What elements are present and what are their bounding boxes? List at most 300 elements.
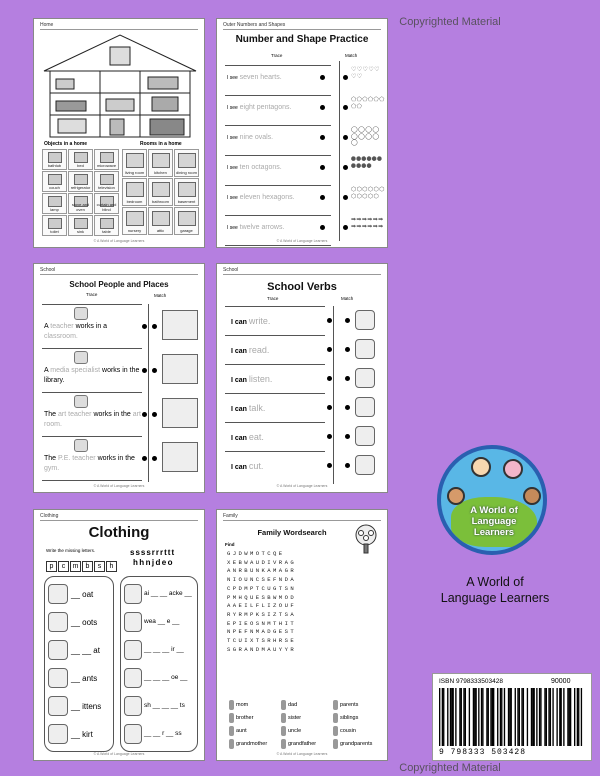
verb-sentence bbox=[231, 403, 265, 413]
barcode-bar bbox=[492, 688, 493, 746]
numshape-header: Outer Numbers and Shapes bbox=[223, 22, 286, 28]
barcode-bar bbox=[453, 688, 454, 746]
barcode-bar bbox=[556, 688, 557, 746]
watermark-top: Copyrighted Material bbox=[399, 16, 501, 28]
barcode-bar bbox=[451, 688, 452, 746]
barcode-bar bbox=[474, 688, 475, 746]
price-code: 90000 bbox=[551, 678, 571, 685]
wordsearch-row: AAEILFLIZOUF bbox=[227, 602, 297, 610]
trace-text: seven hearts. bbox=[239, 74, 282, 81]
room-picture bbox=[152, 153, 170, 168]
match-dot-right[interactable] bbox=[343, 195, 348, 200]
match-dot-right[interactable] bbox=[345, 347, 350, 352]
barcode-box bbox=[432, 673, 592, 761]
trace-verb: write. bbox=[248, 316, 271, 326]
family-member-icon bbox=[281, 700, 286, 710]
room-card bbox=[174, 207, 199, 235]
match-dot-right[interactable] bbox=[343, 105, 348, 110]
barcode-bar bbox=[493, 688, 494, 746]
clothing-blank-word[interactable]: __ oat bbox=[71, 590, 94, 599]
numshape-footer: © A World of Language Learners bbox=[276, 239, 328, 243]
object-card bbox=[94, 193, 119, 214]
letter-tile: m bbox=[70, 561, 81, 572]
clothing-blank-word[interactable]: __ __ __ ir __ bbox=[144, 646, 184, 653]
match-dot-left[interactable] bbox=[320, 135, 325, 140]
clothing-instruction: Write the missing letters. bbox=[46, 548, 96, 553]
object-label: sink bbox=[76, 229, 85, 234]
sentence-prefix: I see bbox=[227, 195, 238, 201]
match-dot-left[interactable] bbox=[320, 75, 325, 80]
object-label: television bbox=[98, 185, 115, 190]
letter-bank-c bbox=[133, 558, 174, 567]
numshape-sentence bbox=[227, 223, 327, 233]
family-word: mom bbox=[236, 702, 249, 708]
barcode-bar bbox=[447, 688, 448, 746]
clothing-blank-word[interactable]: __ __ __ oe __ bbox=[144, 674, 188, 681]
object-label: table bbox=[102, 229, 111, 234]
barcode-bar bbox=[450, 688, 451, 746]
room-card bbox=[174, 178, 199, 206]
match-dot-left[interactable] bbox=[327, 376, 332, 381]
wordsearch-row: GJDWMOTCQE bbox=[227, 550, 285, 557]
family-member-icon bbox=[333, 739, 338, 749]
match-dot-right[interactable] bbox=[345, 318, 350, 323]
object-picture bbox=[100, 218, 114, 229]
trace-text: twelve arrows. bbox=[239, 224, 285, 231]
barcode-bar bbox=[519, 688, 520, 746]
brand-logo bbox=[437, 445, 547, 555]
clothing-picture bbox=[48, 584, 68, 604]
barcode-bar bbox=[548, 688, 549, 746]
home-footer: © A World of Language Learners bbox=[93, 239, 145, 243]
clothing-picture bbox=[48, 640, 68, 660]
match-dot-left[interactable] bbox=[142, 412, 147, 417]
person-picture bbox=[74, 351, 88, 364]
barcode-bar bbox=[486, 688, 487, 746]
letter-tile: h bbox=[106, 561, 117, 572]
verb-sentence bbox=[231, 345, 269, 355]
room-label: basement bbox=[177, 199, 196, 204]
clothing-blank-word[interactable]: __ ittens bbox=[71, 702, 102, 711]
room-picture bbox=[152, 211, 170, 226]
match-dot-right[interactable] bbox=[343, 135, 348, 140]
trace-role: teacher bbox=[50, 323, 74, 330]
clothing-picture bbox=[124, 668, 142, 688]
match-dot-right[interactable] bbox=[152, 456, 157, 461]
letter-tile: p bbox=[46, 561, 57, 572]
clothing-picture bbox=[124, 640, 142, 660]
family-word: siblings bbox=[340, 715, 359, 721]
barcode-bar bbox=[567, 688, 568, 746]
place-picture bbox=[162, 310, 198, 340]
people-sentence bbox=[44, 410, 142, 430]
place-picture bbox=[162, 398, 198, 428]
clothing-picture bbox=[124, 724, 142, 744]
clothing-picture bbox=[48, 612, 68, 632]
brand-name-line2: Language Learners bbox=[440, 591, 550, 605]
object-card bbox=[94, 171, 119, 192]
object-card bbox=[94, 215, 119, 236]
numshape-divider bbox=[339, 61, 340, 241]
verbs-title: School Verbs bbox=[267, 281, 337, 293]
object-picture bbox=[48, 174, 62, 185]
match-dot-left[interactable] bbox=[142, 324, 147, 329]
people-footer: © A World of Language Learners bbox=[93, 484, 145, 488]
room-label: nursery bbox=[127, 228, 142, 233]
room-label: living room bbox=[124, 170, 145, 175]
trace-place: gym. bbox=[44, 465, 60, 472]
room-card bbox=[148, 178, 173, 206]
match-dot-left[interactable] bbox=[142, 368, 147, 373]
match-dot-right[interactable] bbox=[345, 434, 350, 439]
barcode-bar bbox=[504, 688, 505, 746]
letter-bank-b bbox=[130, 548, 175, 557]
match-dot-left[interactable] bbox=[320, 105, 325, 110]
object-picture bbox=[48, 152, 62, 163]
barcode-bar bbox=[527, 688, 528, 746]
numshape-page bbox=[216, 18, 388, 248]
match-dot-right[interactable] bbox=[345, 376, 350, 381]
shape-set: ♡♡♡♡♡♡♡ bbox=[351, 67, 380, 80]
barcode-bar bbox=[578, 688, 579, 746]
wordsearch-row: SGRANDMAUYYR bbox=[227, 645, 297, 653]
object-card bbox=[42, 193, 67, 214]
match-dot-left[interactable] bbox=[327, 347, 332, 352]
letter-tile: s bbox=[94, 561, 105, 572]
room-card bbox=[122, 178, 147, 206]
match-dot-right[interactable] bbox=[343, 225, 348, 230]
family-member-icon bbox=[333, 713, 338, 723]
barcode-bar bbox=[442, 688, 443, 746]
sentence-prefix: I can bbox=[231, 435, 247, 442]
people-title: School People and Places bbox=[69, 280, 169, 289]
object-card bbox=[68, 149, 93, 170]
barcode-bar bbox=[501, 688, 502, 746]
clothing-footer: © A World of Language Learners bbox=[93, 752, 145, 756]
sentence-prefix: I see bbox=[227, 105, 238, 111]
barcode-bar bbox=[459, 688, 460, 746]
clothing-blank-word[interactable]: __ __ r __ ss bbox=[144, 730, 182, 737]
verb-picture bbox=[355, 339, 375, 359]
room-card bbox=[122, 207, 147, 235]
verb-sentence bbox=[231, 432, 264, 442]
match-dot-left[interactable] bbox=[327, 318, 332, 323]
object-label: refrigerator bbox=[70, 185, 91, 190]
barcode-bar bbox=[550, 688, 551, 746]
wordsearch-row: PMHQUESBWMOD bbox=[227, 593, 297, 601]
trace-place: classroom. bbox=[44, 333, 78, 340]
room-picture bbox=[126, 211, 144, 226]
match-dot-right[interactable] bbox=[152, 324, 157, 329]
clothing-picture bbox=[48, 696, 68, 716]
wordsearch-row: CPDMPTCUGTSN bbox=[227, 584, 297, 592]
barcode-bar bbox=[439, 688, 440, 746]
logo-child-1 bbox=[471, 457, 491, 477]
trace-verb: read. bbox=[248, 345, 270, 355]
person-picture bbox=[74, 439, 88, 452]
room-picture bbox=[178, 153, 196, 168]
match-dot-right[interactable] bbox=[343, 165, 348, 170]
object-label: bathtub bbox=[47, 163, 62, 168]
barcode-bar bbox=[569, 688, 570, 746]
logo-child-3 bbox=[447, 487, 465, 505]
match-dot-right[interactable] bbox=[345, 463, 350, 468]
object-label: lamp bbox=[50, 207, 59, 212]
trace-text: nine ovals. bbox=[239, 134, 274, 141]
object-picture bbox=[74, 218, 88, 229]
numshape-sentence bbox=[227, 133, 327, 143]
barcode-bar bbox=[517, 688, 518, 746]
barcode-bar bbox=[500, 688, 501, 746]
object-picture bbox=[74, 152, 88, 163]
clothing-blank-word[interactable]: __ kirt bbox=[71, 730, 93, 739]
family-word: grandmother bbox=[236, 741, 268, 747]
people-sentence bbox=[44, 366, 142, 386]
object-card bbox=[68, 171, 93, 192]
letter-row-b: ssssrrrttt bbox=[130, 548, 176, 557]
barcode-bar bbox=[574, 688, 575, 746]
person-picture bbox=[74, 307, 88, 320]
watermark-bottom: Copyrighted Material bbox=[399, 762, 501, 774]
rooms-title: Rooms in a home bbox=[140, 141, 182, 147]
clothing-picture bbox=[124, 696, 142, 716]
clothing-blank-word[interactable]: wea __ e __ bbox=[144, 618, 180, 625]
family-member-icon bbox=[229, 726, 234, 736]
people-trace-label: Trace bbox=[86, 292, 98, 297]
room-label: kitchen bbox=[154, 170, 167, 175]
person-picture bbox=[74, 395, 88, 408]
room-card bbox=[122, 149, 147, 177]
object-picture bbox=[74, 174, 88, 185]
barcode-bar bbox=[563, 688, 564, 746]
wordsearch-row: ANRBUNKAMAGR bbox=[227, 567, 297, 575]
barcode-bar bbox=[509, 688, 510, 746]
sentence-start: A bbox=[44, 323, 49, 330]
logo-child-4 bbox=[523, 487, 541, 505]
sentence-prefix: I can bbox=[231, 319, 247, 326]
room-label: attic bbox=[156, 228, 165, 233]
clothing-blank-word[interactable]: __ ants bbox=[71, 674, 98, 683]
match-dot-right[interactable] bbox=[343, 75, 348, 80]
numshape-trace-label: Trace bbox=[271, 53, 283, 58]
barcode-bar bbox=[490, 688, 491, 746]
object-card bbox=[94, 149, 119, 170]
verbs-footer: © A World of Language Learners bbox=[276, 484, 328, 488]
family-title: Family Wordsearch bbox=[257, 528, 327, 537]
clothing-title: Clothing bbox=[88, 524, 150, 541]
family-header: Family bbox=[223, 513, 238, 519]
shape-set: ⬠⬠⬠⬠⬠⬠⬠⬠ bbox=[351, 97, 385, 110]
barcode-bar bbox=[461, 688, 462, 746]
barcode-bar bbox=[531, 688, 532, 746]
trace-role: P.E. teacher bbox=[58, 455, 96, 462]
people-divider bbox=[148, 304, 149, 482]
barcode-bar bbox=[515, 688, 516, 746]
barcode-bar bbox=[561, 688, 562, 746]
object-picture bbox=[100, 174, 114, 185]
barcode-bar bbox=[540, 688, 541, 746]
family-member-icon bbox=[281, 726, 286, 736]
people-match-label: Match bbox=[154, 293, 167, 298]
barcode-bar bbox=[546, 688, 547, 746]
family-member-icon bbox=[281, 713, 286, 723]
barcode-bar bbox=[497, 688, 498, 746]
room-label: bathroom bbox=[152, 199, 169, 204]
room-card bbox=[148, 207, 173, 235]
room-label: dining room bbox=[176, 170, 197, 175]
verbs-header: School bbox=[223, 267, 239, 273]
match-dot-left[interactable] bbox=[327, 434, 332, 439]
clothing-blank-word[interactable]: __ __ at bbox=[71, 646, 100, 655]
numshape-title: Number and Shape Practice bbox=[235, 34, 369, 45]
verbs-divider bbox=[333, 306, 334, 484]
sentence-prefix: I see bbox=[227, 225, 238, 231]
family-word: dad bbox=[288, 702, 298, 708]
trace-verb: eat. bbox=[248, 432, 264, 442]
family-footer: © A World of Language Learners bbox=[276, 752, 328, 756]
family-word: parents bbox=[340, 702, 359, 708]
trace-verb: talk. bbox=[248, 403, 266, 413]
sentence-prefix: I can bbox=[231, 377, 247, 384]
clothing-picture bbox=[124, 612, 142, 632]
room-label: garage bbox=[180, 228, 193, 233]
clothing-blank-word[interactable]: ai __ __ acke __ bbox=[144, 590, 192, 597]
match-dot-right[interactable] bbox=[152, 368, 157, 373]
barcode-bar bbox=[475, 688, 476, 746]
sentence-start: A bbox=[44, 367, 49, 374]
barcode-bar bbox=[539, 688, 540, 746]
family-tree-icon bbox=[351, 524, 381, 554]
shape-set: ◯◯◯◯◯◯◯◯◯ bbox=[351, 127, 380, 146]
barcode-bar bbox=[463, 688, 464, 746]
objects-title: Objects in a home bbox=[44, 141, 88, 147]
numshape-sentence bbox=[227, 73, 327, 83]
wordsearch-row: TCUIXTSRHRSE bbox=[227, 637, 297, 645]
numshape-sentence bbox=[227, 163, 327, 173]
room-picture bbox=[178, 182, 196, 197]
clothing-page bbox=[33, 509, 205, 761]
people-sentence bbox=[44, 322, 142, 342]
people-page bbox=[33, 263, 205, 493]
sentence-middle: works in the bbox=[97, 455, 135, 462]
trace-verb: cut. bbox=[248, 461, 264, 471]
verb-picture bbox=[355, 426, 375, 446]
match-dot-right[interactable] bbox=[345, 405, 350, 410]
family-member-icon bbox=[333, 726, 338, 736]
match-dot-left[interactable] bbox=[320, 225, 325, 230]
trace-verb: listen. bbox=[248, 374, 273, 384]
barcode-bar bbox=[478, 688, 479, 746]
clothing-blank-word[interactable]: sh __ __ __ ts bbox=[144, 702, 185, 709]
object-card bbox=[68, 215, 93, 236]
family-word: sister bbox=[288, 715, 302, 721]
barcode-bar bbox=[482, 688, 483, 746]
room-card bbox=[174, 149, 199, 177]
wordsearch-row: NIOUNCSEFNDA bbox=[227, 576, 297, 584]
shape-set: ⯃⯃⯃⯃⯃⯃⯃⯃⯃⯃ bbox=[351, 157, 383, 170]
sentence-start: The bbox=[44, 411, 57, 418]
sentence-prefix: I can bbox=[231, 348, 247, 355]
barcode-bar bbox=[473, 688, 474, 746]
family-member-icon bbox=[333, 700, 338, 710]
family-find-label: Find bbox=[225, 542, 235, 547]
letter-row-c: hhnjdeo bbox=[133, 558, 174, 567]
match-dot-left[interactable] bbox=[327, 463, 332, 468]
trace-role: media specialist bbox=[50, 367, 101, 374]
sentence-prefix: I can bbox=[231, 464, 247, 471]
object-label: curtain and blind bbox=[96, 202, 117, 212]
room-card bbox=[148, 149, 173, 177]
numshape-sentence bbox=[227, 193, 327, 203]
match-dot-left[interactable] bbox=[320, 195, 325, 200]
shape-set: ⬡⬡⬡⬡⬡⬡⬡⬡⬡⬡⬡ bbox=[351, 187, 385, 200]
barcode-bar bbox=[532, 688, 533, 746]
trace-text: eleven hexagons. bbox=[239, 194, 295, 201]
family-member-icon bbox=[281, 739, 286, 749]
verb-picture bbox=[355, 310, 375, 330]
verbs-trace-label: Trace bbox=[267, 296, 279, 301]
family-member-icon bbox=[229, 700, 234, 710]
people-sentence bbox=[44, 454, 142, 474]
sentence-middle: works in a bbox=[75, 323, 108, 330]
object-picture bbox=[100, 152, 114, 163]
object-label: microwave bbox=[96, 163, 117, 168]
barcode-bar bbox=[443, 688, 444, 746]
barcode-bar bbox=[523, 688, 524, 746]
clothing-picture bbox=[48, 724, 68, 744]
wordsearch-row: EPIEOSNMTHIT bbox=[227, 619, 297, 627]
sentence-start: The bbox=[44, 455, 57, 462]
wordsearch-row: XEBWAUDIVRAG bbox=[227, 558, 297, 566]
room-picture bbox=[152, 182, 170, 197]
family-word: grandparents bbox=[340, 741, 373, 747]
object-label: bed bbox=[77, 163, 84, 168]
match-dot-left[interactable] bbox=[142, 456, 147, 461]
family-word: aunt bbox=[236, 728, 247, 734]
people-header: School bbox=[40, 267, 56, 273]
sentence-middle: works in the library. bbox=[44, 367, 140, 384]
verb-sentence bbox=[231, 461, 263, 471]
barcode-bar bbox=[511, 688, 512, 746]
match-dot-left[interactable] bbox=[320, 165, 325, 170]
barcode-bar bbox=[508, 688, 509, 746]
object-card bbox=[68, 193, 93, 214]
family-word: brother bbox=[236, 715, 254, 721]
object-label: toilet bbox=[50, 229, 59, 234]
clothing-header: Clothing bbox=[40, 513, 59, 519]
barcode-bar bbox=[481, 688, 482, 746]
barcode-bar bbox=[534, 688, 535, 746]
verbs-page bbox=[216, 263, 388, 493]
numshape-match-label: Match bbox=[345, 53, 358, 58]
brand-name-line1: A World of bbox=[466, 575, 524, 589]
barcode-bar bbox=[552, 688, 553, 746]
family-page bbox=[216, 509, 388, 761]
wordsearch-row: RYRMPKSIZTSA bbox=[227, 610, 297, 618]
clothing-blank-word[interactable]: __ oots bbox=[71, 618, 98, 627]
trace-place: art room. bbox=[44, 411, 141, 428]
place-picture bbox=[162, 442, 198, 472]
clothing-picture bbox=[48, 668, 68, 688]
match-dot-right[interactable] bbox=[152, 412, 157, 417]
match-dot-left[interactable] bbox=[327, 405, 332, 410]
object-card bbox=[42, 149, 67, 170]
shape-set: ➡➡➡➡➡➡➡➡➡➡➡➡ bbox=[351, 217, 384, 230]
barcode-bar bbox=[581, 688, 582, 746]
trace-text: ten octagons. bbox=[239, 164, 282, 171]
barcode-bar bbox=[488, 688, 489, 746]
sentence-prefix: I see bbox=[227, 165, 238, 171]
